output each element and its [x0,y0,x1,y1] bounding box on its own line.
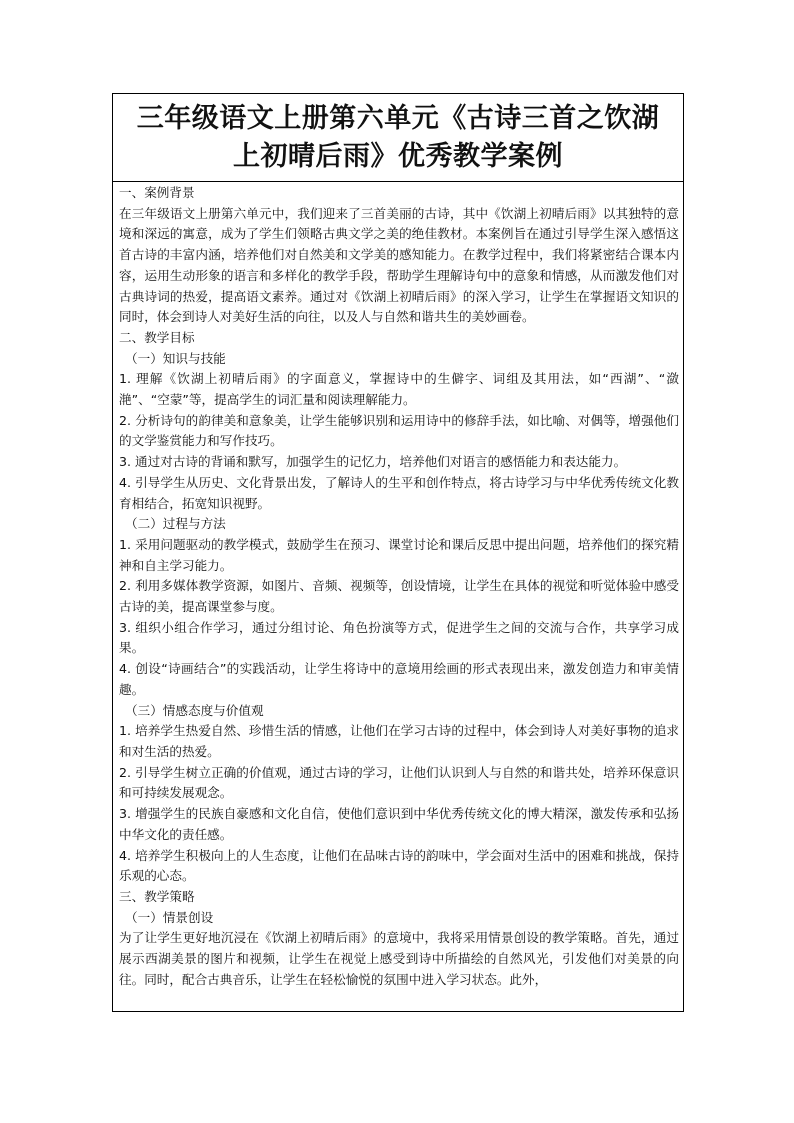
process-item-4: 4. 创设“诗画结合”的实践活动，让学生将诗中的意境用绘画的形式表现出来，激发创造力和审美情趣。 [119,661,679,697]
section-heading-objectives: 二、教学目标 [119,329,195,345]
subheading-knowledge-skills: （一）知识与技能 [125,350,226,366]
document-body [113,182,683,990]
knowledge-item-3: 3. 通过对古诗的背诵和默写，加强学生的记忆力，培养他们对语言的感悟能力和表达能力。 [119,454,627,470]
emotion-item-4: 4. 培养学生积极向上的人生态度，让他们在品味古诗的韵味中，学会面对生活中的困难和挑战，保持乐观的心态。 [119,847,679,884]
document-table [112,93,684,1012]
title-cell [113,94,683,182]
knowledge-item-2: 2. 分析诗句的韵律美和意象美，让学生能够识别和运用诗中的修辞手法，如比喻、对偶等，增强他们的文学鉴赏能力和写作技巧。 [119,412,679,449]
background-paragraph: 在三年级语文上册第六单元中，我们迎来了三首美丽的古诗，其中《饮湖上初晴后雨》以其独特的意境和深远的寓意，成为了学生们领略古典文学之美的绝佳教材。本案例旨在通过引导学生深入感悟这首古诗的丰富内涵，培养他们对自然美和文学美的感知能力。在教学过程中，我们将紧密结合课本内容，运用生动形象的语言和多样化的教学手段，帮助学生理解诗句中的意象和情感，从而激发他们对古典诗词的热爱，提高语文素养。通过对《饮湖上初晴后雨》的深入学习，让学生在掌握语文知识的同时，体会到诗人对美好生活的向往，以及人与自然和谐共生的美妙画卷。 [119,205,679,325]
knowledge-item-1: 1. 理解《饮湖上初晴后雨》的字面意义，掌握诗中的生僻字、词组及其用法，如“西湖”、“潋滟”、“空蒙”等，提高学生的词汇量和阅读理解能力。 [119,371,679,408]
emotion-item-3: 3. 增强学生的民族自豪感和文化自信，使他们意识到中华优秀传统文化的博大精深，激发传承和弘扬中华文化的责任感。 [119,806,679,842]
subheading-scenario: （一）情景创设 [125,909,214,925]
subheading-process-methods: （二）过程与方法 [125,516,226,532]
subheading-emotion-values: （三）情感态度与价值观 [125,702,264,718]
strategy-paragraph: 为了让学生更好地沉浸在《饮湖上初晴后雨》的意境中，我将采用情景创设的教学策略。首先，通过展示西湖美景的图片和视频，让学生在视觉上感受到诗中所描绘的自然风光，引发他们对美景的向往。同时，配合古典音乐，让学生在轻松愉悦的氛围中进入学习状态。此外， [119,930,679,987]
process-item-1: 1. 采用问题驱动的教学模式，鼓励学生在预习、课堂讨论和课后反思中提出问题，培养他们的探究精神和自主学习能力。 [119,536,679,573]
knowledge-item-4: 4. 引导学生从历史、文化背景出发，了解诗人的生平和创作特点，将古诗学习与中华优秀传统文化教育相结合，拓宽知识视野。 [119,474,679,511]
emotion-item-1: 1. 培养学生热爱自然、珍惜生活的情感，让他们在学习古诗的过程中，体会到诗人对美好事物的追求和对生活的热爱。 [119,723,679,759]
title-line-1: 三年级语文上册第六单元《古诗三首之饮湖 [136,102,660,134]
process-item-3: 3. 组织小组合作学习，通过分组讨论、角色扮演等方式，促进学生之间的交流与合作，共享学习成果。 [119,619,679,656]
section-heading-background: 一、案例背景 [119,185,195,200]
process-item-2: 2. 利用多媒体教学资源，如图片、音频、视频等，创设情境，让学生在具体的视觉和听觉体验中感受古诗的美，提高课堂参与度。 [119,578,679,615]
title-line-2: 上初晴后雨》优秀教学案例 [233,140,563,172]
document-title [137,100,660,176]
emotion-item-2: 2. 引导学生树立正确的价值观，通过古诗的学习，让他们认识到人与自然的和谐共处，培养环保意识和可持续发展观念。 [119,764,679,801]
section-heading-strategy: 三、教学策略 [119,888,195,904]
